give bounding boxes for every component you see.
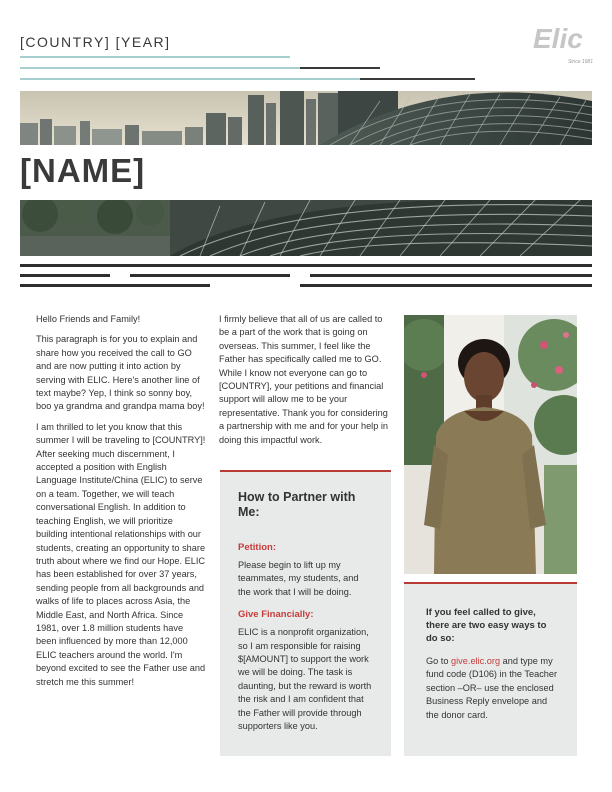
divider-stripe-4 <box>310 274 592 277</box>
partner-title: How to Partner with Me: <box>238 490 356 519</box>
svg-text:Elic: Elic <box>533 23 583 54</box>
divider-stripe-3 <box>130 274 290 277</box>
divider-stripe-5 <box>20 284 210 287</box>
give-financially-text: ELIC is a nonprofit organization, so I am responsible for raising $[AMOUNT] to support the work we will be doing. The task is daunting, but the reward is worth the risk and I am confident that the Father will provide through supporters like you. <box>238 627 372 732</box>
banner-image-bottom <box>20 200 592 256</box>
country-year-label: [COUNTRY] [YEAR] <box>20 34 171 50</box>
give-text-end: and type my fund code (D106) in the Teacher section –OR– use the enclosed Business Reply envelope and the donor card. <box>426 656 558 720</box>
give-text <box>426 655 559 722</box>
give-financially-heading: Give Financially: <box>238 609 314 621</box>
intro-paragraph: This paragraph is for you to explain and share how you received the call to GO and are now putting it into action by serving with ELIC. Here's another line of text maybe? Yep, I think so sonny boy, boo ya grandma and grandpa mama boy! <box>36 334 205 412</box>
petition-text: Please begin to lift up my teammates, my students, and the work that I will be doing. <box>238 560 359 597</box>
divider-stripe-1 <box>20 264 592 267</box>
divider-stripe-6 <box>300 284 592 287</box>
give-heading: If you feel called to give, there are two easy ways to do so: <box>426 607 547 644</box>
petition-heading: Petition: <box>238 542 276 553</box>
banner-image-top <box>20 91 592 145</box>
header-rule-5 <box>360 78 475 80</box>
give-link[interactable]: give.elic.org <box>451 656 501 666</box>
logo-tagline: Since 1981 <box>567 59 593 65</box>
greeting: Hello Friends and Family! <box>36 314 141 324</box>
give-box <box>404 582 577 756</box>
calling-paragraph: I firmly believe that all of us are called to be a part of the work that is going on overseas. This summer, I feel like the Father has specifically called me to GO. While I know not everyone can go to [COUNTRY], your petitions and financial support will allow me to be your representative. Thank you for considering a partnership with me and for your help in doing this impactful work. <box>219 314 389 445</box>
divider-stripe-2 <box>20 274 110 277</box>
letter-column-2 <box>219 313 392 447</box>
give-text-start: Go to <box>426 656 452 666</box>
elic-logo <box>531 22 593 65</box>
letter-column-1 <box>36 313 206 696</box>
page-title-name: [NAME] <box>20 152 146 189</box>
header-rule-1 <box>20 56 290 58</box>
partner-box <box>220 470 391 756</box>
header-rule-3 <box>300 67 380 69</box>
trip-paragraph: I am thrilled to let you know that this summer I will be traveling to [COUNTRY]! After seeking much discernment, I accepted a position with English Language Institute/China (ELIC) to serve on a team. Together, we will teach conversational English. In addition to teaching English, we will prioritize building intentional relationships with our students, creating an opportunity to share truth about where we find our Hope. ELIC has been established for over 37 years, sending people from all backgrounds and walks of life to places across Asia, the Middle East, and North Africa. Since 1981, over 1.8 million students have been influenced by more than 12,000 ELIC teachers around the world. I'm beyond excited to see the Father use and stretch me this summer! <box>36 421 206 687</box>
profile-photo <box>404 315 577 574</box>
elic-logo-mark <box>531 22 593 54</box>
